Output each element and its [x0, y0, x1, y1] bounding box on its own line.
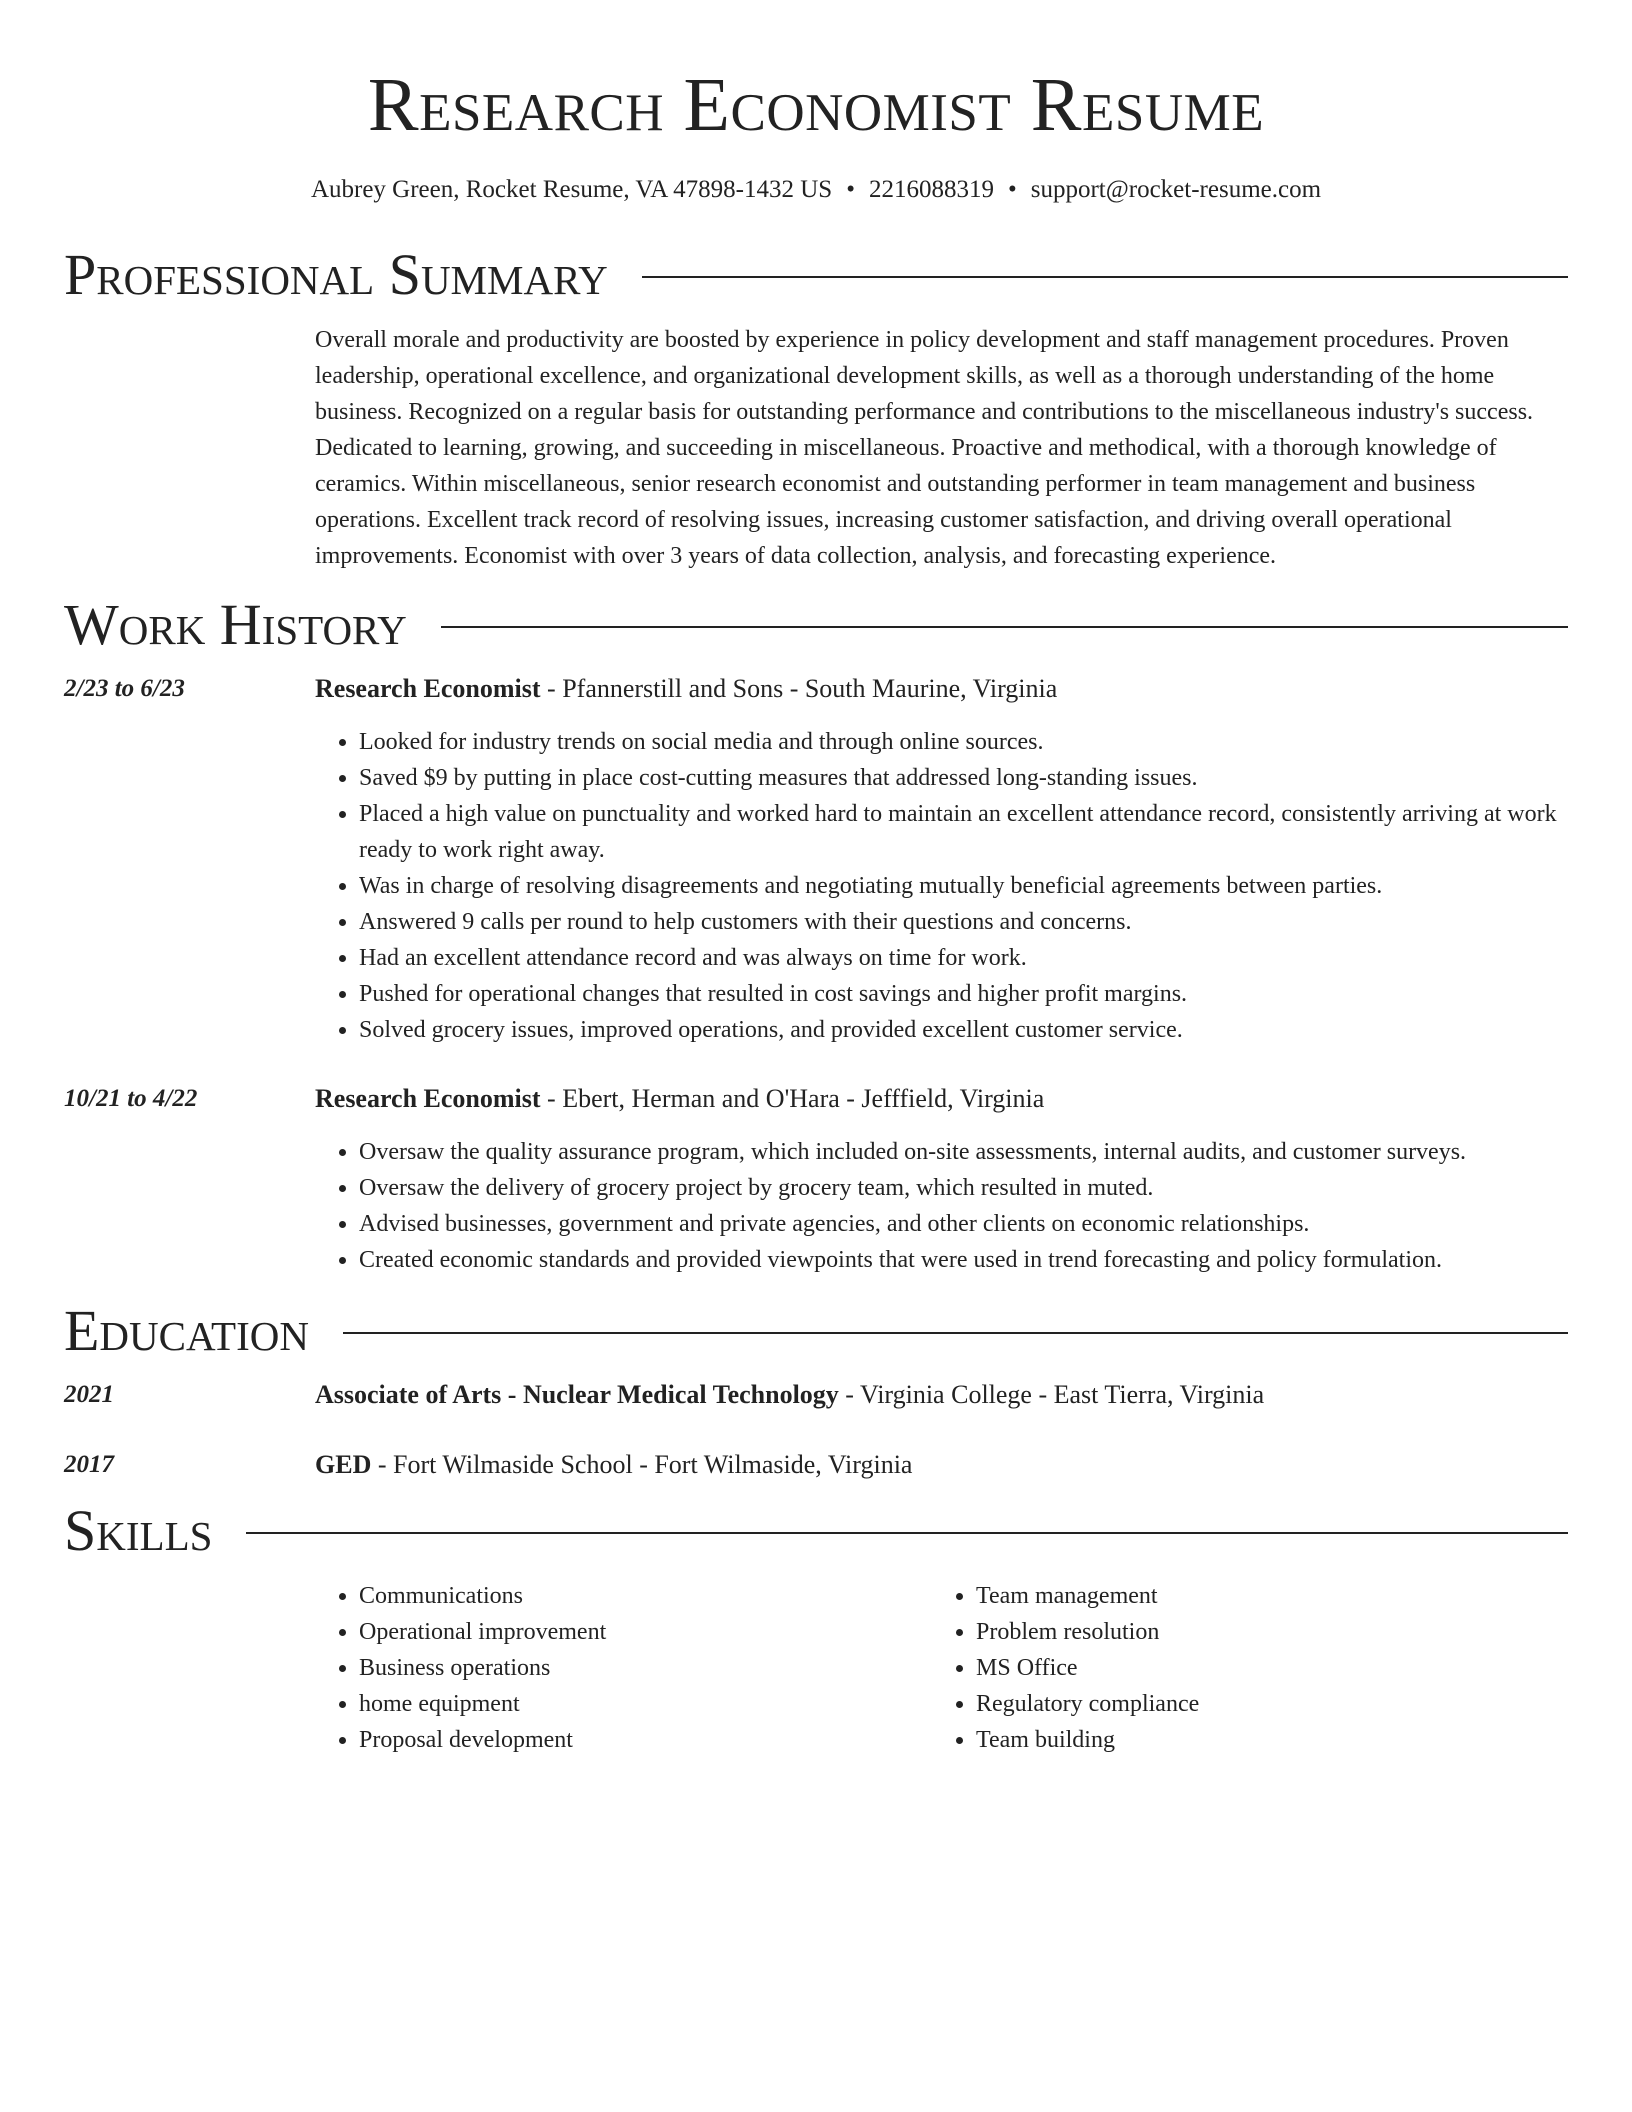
contact-phone: 2216088319 — [868, 176, 994, 203]
skill-item: • home equipment — [359, 1686, 932, 1722]
education-details: - Fort Wilmaside School - Fort Wilmaside, Virginia — [371, 1450, 913, 1479]
job-bullet: • Had an excellent attendance record and was always on time for work. — [359, 940, 1568, 976]
work-section-header — [64, 590, 1568, 660]
job-heading — [315, 672, 1568, 706]
education-year: 2017 — [64, 1451, 114, 1478]
skill-item: • Operational improvement — [359, 1614, 932, 1650]
job-bullet: • Oversaw the quality assurance program, which included on-site assessments, internal audits, and customer surveys. — [359, 1134, 1568, 1170]
education-year: 2021 — [64, 1381, 114, 1408]
education-degree: GED — [315, 1450, 372, 1479]
contact-line — [64, 174, 1568, 206]
section-divider — [441, 626, 1568, 628]
job-bullet: • Saved $9 by putting in place cost-cutting measures that addressed long-standing issues. — [359, 760, 1568, 796]
job-bullet: • Advised businesses, government and private agencies, and other clients on economic relationships. — [359, 1206, 1568, 1242]
skill-item: • Proposal development — [359, 1722, 932, 1758]
job-details: - Pfannerstill and Sons - South Maurine, Virginia — [540, 674, 1058, 703]
skills-heading: Skills — [64, 1498, 213, 1563]
work-heading: Work History — [64, 592, 407, 657]
resume-page — [64, 0, 1568, 1758]
skill-item: • Communications — [359, 1578, 932, 1614]
summary-row — [64, 322, 1568, 574]
job-bullet: • Oversaw the delivery of grocery project by grocery team, which resulted in muted. — [359, 1170, 1568, 1206]
job-dates: 2/23 to 6/23 — [64, 675, 185, 702]
skills-row — [64, 1578, 1568, 1758]
summary-spacer — [64, 322, 315, 574]
job-bullets — [315, 1134, 1568, 1278]
job-title: Research Economist — [315, 1084, 541, 1113]
job-bullets — [315, 724, 1568, 1048]
education-line — [315, 1448, 1568, 1482]
job-bullet: • Placed a high value on punctuality and worked hard to maintain an excellent attendance record, consistently arriving at work ready to work right away. — [359, 796, 1568, 868]
job-title: Research Economist — [315, 674, 541, 703]
job-entry — [64, 1082, 1568, 1278]
education-line — [315, 1378, 1568, 1412]
job-bullet: • Created economic standards and provided viewpoints that were used in trend forecasting and policy formulation. — [359, 1242, 1568, 1278]
job-bullet: • Solved grocery issues, improved operations, and provided excellent customer service. — [359, 1012, 1568, 1048]
education-entry — [64, 1448, 1568, 1482]
education-heading: Education — [64, 1298, 309, 1363]
skills-columns — [315, 1578, 1568, 1758]
section-divider — [642, 276, 1568, 278]
summary-text: Overall morale and productivity are boosted by experience in policy development and staff management procedures. Proven leadership, operational excellence, and organizational development skills, as well as a thorough understanding of the home business. Recognized on a regular basis for outstanding performance and contributions to the miscellaneous industry's success. Dedicated to learning, growing, and succeeding in miscellaneous. Proactive and methodical, with a thorough knowledge of ceramics. Within miscellaneous, senior research economist and outstanding performer in team management and business operations. Excellent track record of resolving issues, increasing customer satisfaction, and driving overall operational improvements. Economist with over 3 years of data collection, analysis, and forecasting experience. — [315, 327, 1534, 569]
education-degree: Associate of Arts - Nuclear Medical Technology — [315, 1380, 839, 1409]
summary-heading: Professional Summary — [64, 242, 608, 307]
job-bullet: • Pushed for operational changes that resulted in cost savings and higher profit margins. — [359, 976, 1568, 1012]
contact-separator: • — [846, 176, 855, 203]
job-heading — [315, 1082, 1568, 1116]
resume-title: Research Economist Resume — [367, 63, 1265, 147]
skill-item: • Regulatory compliance — [976, 1686, 1549, 1722]
job-bullet: • Was in charge of resolving disagreements and negotiating mutually beneficial agreements between parties. — [359, 868, 1568, 904]
summary-section-header — [64, 240, 1568, 310]
education-details: - Virginia College - East Tierra, Virginia — [838, 1380, 1265, 1409]
education-section-header — [64, 1296, 1568, 1366]
skills-list-right — [932, 1578, 1549, 1758]
contact-separator: • — [1007, 176, 1017, 203]
section-divider — [246, 1532, 1568, 1534]
job-details: - Ebert, Herman and O'Hara - Jefffield, Virginia — [540, 1084, 1045, 1113]
skills-list-left — [315, 1578, 932, 1758]
skill-item: • Team management — [976, 1578, 1549, 1614]
skill-item: • Team building — [976, 1722, 1549, 1758]
skill-item: • MS Office — [976, 1650, 1549, 1686]
skill-item: • Business operations — [359, 1650, 932, 1686]
job-entry — [64, 672, 1568, 1048]
skills-section-header — [64, 1496, 1568, 1566]
education-entry — [64, 1378, 1568, 1412]
contact-email: support@rocket-resume.com — [1030, 176, 1322, 203]
skill-item: • Problem resolution — [976, 1614, 1549, 1650]
job-bullet: • Answered 9 calls per round to help customers with their questions and concerns. — [359, 904, 1568, 940]
job-dates: 10/21 to 4/22 — [64, 1085, 198, 1112]
section-divider — [343, 1332, 1568, 1334]
skills-spacer — [64, 1578, 315, 1758]
job-bullet: • Looked for industry trends on social media and through online sources. — [359, 724, 1568, 760]
contact-address: Aubrey Green, Rocket Resume, VA 47898-1432 US — [310, 176, 833, 203]
